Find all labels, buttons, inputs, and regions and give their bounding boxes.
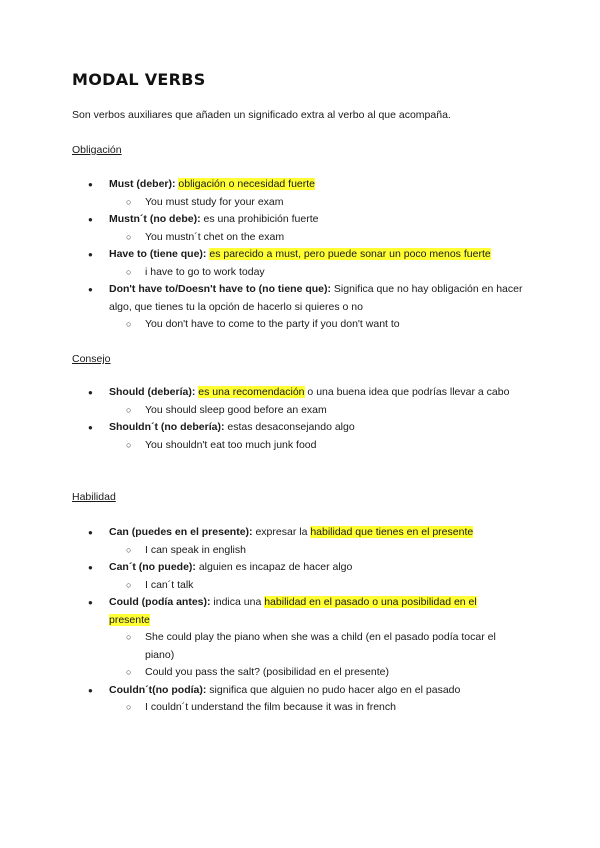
list-item-cant (0, 559, 529, 577)
list-item-have-to (0, 246, 529, 264)
example-can: ○ I can speak in english (0, 542, 525, 560)
list-item-dont-have-to (0, 281, 529, 316)
description-can: expresar la (252, 526, 311, 538)
example-cant: ○ I can´t talk (0, 577, 525, 595)
description-shouldnt: estas desaconsejando algo (224, 421, 355, 433)
term-must: Must (deber): (109, 178, 176, 190)
term-mustnt: Mustn´t (no debe): (109, 213, 201, 225)
example-could-1: ○ She could play the piano when she was a child (en el pasado podía tocar el piano) (0, 629, 525, 664)
highlight-could: habilidad en el pasado o una posibilidad en el presente (109, 596, 477, 626)
intro-paragraph: Son verbos auxiliares que añaden un significado extra al verbo al que acompaña. (72, 109, 451, 121)
list-item-must (0, 176, 529, 194)
list-item-could (0, 594, 499, 629)
section-heading-consejo: Consejo (72, 353, 111, 365)
term-couldnt: Couldn´t(no podía): (109, 683, 207, 696)
term-dont-have-to: Don't have to/Doesn't have to (no tiene que): (109, 283, 332, 295)
highlight-should: es una recomendación (198, 386, 305, 398)
example-must: ○ You must study for your exam (0, 194, 525, 212)
term-have-to: Have to (tiene que): (109, 248, 207, 260)
example-shouldnt: ○ You shouldn't eat too much junk food (0, 437, 525, 455)
example-could-2: ○ Could you pass the salt? (posibilidad en el presente) (0, 664, 525, 682)
term-cant: Can´t (no puede): (109, 561, 196, 573)
consejo-list (0, 384, 600, 454)
term-could: Could (podía antes): (109, 596, 211, 608)
section-heading-obligacion: Obligación (72, 144, 122, 156)
description-could: indica una (210, 596, 265, 608)
obligacion-list (0, 176, 600, 334)
list-item-can (0, 524, 529, 542)
highlight-can: habilidad que tienes en el presente (310, 526, 474, 538)
term-should: Should (debería): (109, 386, 196, 398)
description-cant: alguien es incapaz de hacer algo (195, 561, 353, 573)
description-mustnt: es una prohibición fuerte (200, 213, 319, 225)
term-shouldnt: Shouldn´t (no debería): (109, 421, 225, 433)
example-dont-have-to: ○ You don't have to come to the party if you don't want to (0, 316, 525, 334)
list-item-should (0, 384, 549, 402)
list-item-couldnt (0, 682, 529, 700)
highlight-must: obligación o necesidad fuerte (178, 178, 316, 190)
description-dont-have-to: Significa que no hay obligación en hacer algo, que tienes tu la opción de hacerlo si quieres o no (109, 283, 523, 313)
document-title: MODAL VERBS (72, 70, 206, 89)
habilidad-list (0, 524, 600, 717)
example-should: ○ You should sleep good before an exam (0, 402, 525, 420)
term-can: Can (puedes en el presente): (109, 526, 253, 538)
description-should: o una buena idea que podrías llevar a cabo (304, 386, 510, 398)
list-item-mustnt (0, 211, 529, 229)
list-item-shouldnt (0, 419, 529, 437)
example-have-to: ○ i have to go to work today (0, 264, 525, 282)
example-mustnt: ○ You mustn´t chet on the exam (0, 229, 525, 247)
section-heading-habilidad: Habilidad (72, 491, 116, 503)
highlight-have-to: es parecido a must, pero puede sonar un poco menos fuerte (209, 248, 491, 260)
description-couldnt: significa que alguien no pudo hacer algo en el pasado (206, 683, 461, 696)
example-couldnt: ○ I couldn´t understand the film because it was in french (0, 699, 525, 717)
